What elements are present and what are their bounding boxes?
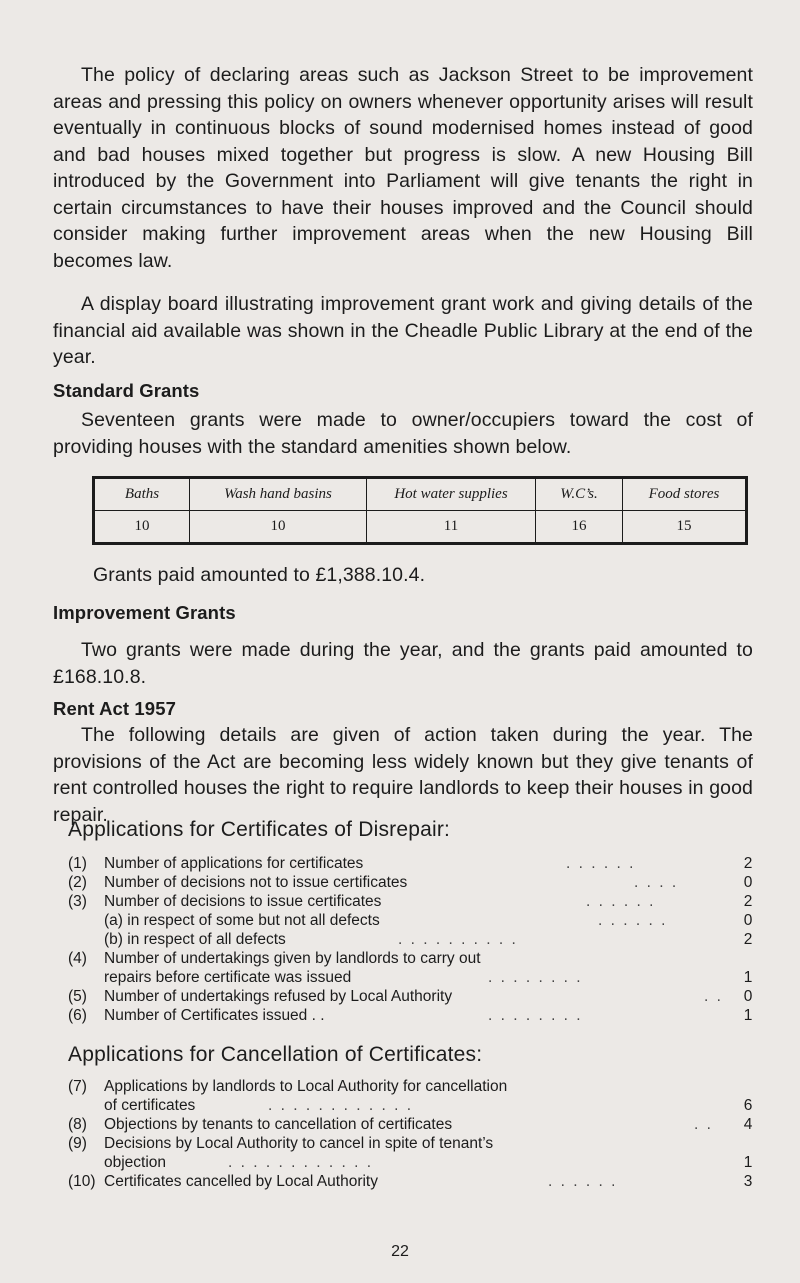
list-item xyxy=(68,1153,768,1173)
item-number: (5) xyxy=(68,988,87,1005)
paragraph-improvement-grants: Two grants were made during the year, and the grants paid amounted to £168.10.8. xyxy=(53,639,753,688)
item-value: 1 xyxy=(743,969,753,986)
paragraph-improvement-policy: The policy of declaring areas such as Jackson Street to be improvement areas and pressing this policy on owners whenever opportunity arises will result eventually in continuous blocks of sound modernised homes instead of good and bad houses mixed together but progress is slow. A new Housing Bill introduced by the Government into Parliament will give tenants the right in certain circumstances to have their houses improved and the Council should consider making further improvement areas when the new Housing Bill becomes law. xyxy=(53,64,753,272)
item-value: 1 xyxy=(743,1007,753,1024)
item-number: (3) xyxy=(68,893,87,910)
header-food-stores: Food stores xyxy=(623,478,747,511)
list-item xyxy=(68,1115,768,1135)
item-number: (7) xyxy=(68,1078,87,1095)
list-item xyxy=(68,1134,768,1154)
item-text: Number of decisions to issue certificates xyxy=(104,893,382,910)
list-item xyxy=(68,1172,768,1192)
item-value: 0 xyxy=(743,912,753,929)
list-item xyxy=(68,854,768,874)
item-number: (9) xyxy=(68,1135,87,1152)
header-baths: Baths xyxy=(94,478,190,511)
list-item xyxy=(68,1006,768,1026)
item-text: objection xyxy=(104,1154,167,1171)
item-value: 0 xyxy=(743,874,753,891)
heading-rent-act: Rent Act 1957 xyxy=(53,698,176,719)
list-item xyxy=(68,892,768,912)
item-text: (b) in respect of all defects xyxy=(104,931,286,948)
item-value: 4 xyxy=(743,1116,753,1133)
item-text: Number of applications for certificates xyxy=(104,855,364,872)
heading-improvement-grants: Improvement Grants xyxy=(53,602,236,623)
list-item xyxy=(68,873,768,893)
item-text: (a) in respect of some but not all defects xyxy=(104,912,380,929)
item-text: Number of Certificates issued . . xyxy=(104,1007,325,1024)
leader-dots: . . . . xyxy=(634,874,679,891)
table-header-row xyxy=(94,478,747,511)
list-item xyxy=(68,1096,768,1116)
list-item xyxy=(68,949,768,969)
item-value: 2 xyxy=(743,931,753,948)
item-text: Number of undertakings given by landlords to carry out xyxy=(104,950,481,967)
value-baths: 10 xyxy=(94,511,190,544)
amenities-table xyxy=(92,476,748,545)
item-number: (4) xyxy=(68,950,87,967)
item-text: Decisions by Local Authority to cancel in spite of tenant’s xyxy=(104,1135,494,1152)
paragraph-grants-total: Grants paid amounted to £1,388.10.4. xyxy=(93,564,426,586)
header-wash-hand-basins: Wash hand basins xyxy=(190,478,367,511)
leader-dots: . . xyxy=(694,1116,713,1133)
leader-dots: . . xyxy=(704,988,723,1005)
item-value: 0 xyxy=(743,988,753,1005)
list-item xyxy=(68,911,768,931)
list-item xyxy=(68,930,768,950)
item-number: (10) xyxy=(68,1173,96,1190)
leader-dots: . . . . . . . . xyxy=(488,969,583,986)
value-hot-water-supplies: 11 xyxy=(367,511,536,544)
page-number: 22 xyxy=(391,1243,409,1260)
item-number: (1) xyxy=(68,855,87,872)
table-row xyxy=(94,511,747,544)
item-value: 3 xyxy=(743,1173,753,1190)
paragraph-rent-act: The following details are given of action taken during the year. The provisions of the Act are becoming less widely known but they give tenants of rent controlled houses the right to require landlords to keep their houses in good repair. xyxy=(53,724,753,826)
header-wcs: W.C’s. xyxy=(536,478,623,511)
heading-cancellation-of-certificates: Applications for Cancellation of Certificates: xyxy=(68,1043,483,1066)
item-number: (2) xyxy=(68,874,87,891)
list-item xyxy=(68,1077,768,1097)
item-text: Applications by landlords to Local Authority for cancellation xyxy=(104,1078,508,1095)
value-food-stores: 15 xyxy=(623,511,747,544)
item-value: 2 xyxy=(743,893,753,910)
item-text: Objections by tenants to cancellation of certificates xyxy=(104,1116,453,1133)
leader-dots: . . . . . . . . . . . . xyxy=(268,1097,414,1114)
leader-dots: . . . . . . . . . . . . xyxy=(228,1154,374,1171)
leader-dots: . . . . . . xyxy=(548,1173,618,1190)
item-text: Number of undertakings refused by Local Authority xyxy=(104,988,453,1005)
list-item xyxy=(68,968,768,988)
item-text: Certificates cancelled by Local Authority xyxy=(104,1173,378,1190)
leader-dots: . . . . . . . . . . xyxy=(398,931,518,948)
heading-certificates-of-disrepair: Applications for Certificates of Disrepair: xyxy=(68,818,451,841)
leader-dots: . . . . . . . . xyxy=(488,1007,583,1024)
leader-dots: . . . . . . xyxy=(598,912,668,929)
paragraph-display-board: A display board illustrating improvement grant work and giving details of the financial aid available was shown in the Cheadle Public Library at the end of the year. xyxy=(53,293,753,368)
item-text: of certificates xyxy=(104,1097,196,1114)
leader-dots: . . . . . . xyxy=(566,855,636,872)
list-item xyxy=(68,987,768,1007)
leader-dots: . . . . . . xyxy=(586,893,656,910)
item-text: repairs before certificate was issued xyxy=(104,969,352,986)
value-wcs: 16 xyxy=(536,511,623,544)
item-number: (8) xyxy=(68,1116,87,1133)
heading-standard-grants: Standard Grants xyxy=(53,380,200,401)
item-text: Number of decisions not to issue certificates xyxy=(104,874,408,891)
header-hot-water-supplies: Hot water supplies xyxy=(367,478,536,511)
value-wash-hand-basins: 10 xyxy=(190,511,367,544)
item-number: (6) xyxy=(68,1007,87,1024)
item-value: 1 xyxy=(743,1154,753,1171)
paragraph-standard-grants: Seventeen grants were made to owner/occupiers toward the cost of providing houses with the standard amenities shown below. xyxy=(53,409,753,458)
item-value: 6 xyxy=(743,1097,753,1114)
item-value: 2 xyxy=(743,855,753,872)
